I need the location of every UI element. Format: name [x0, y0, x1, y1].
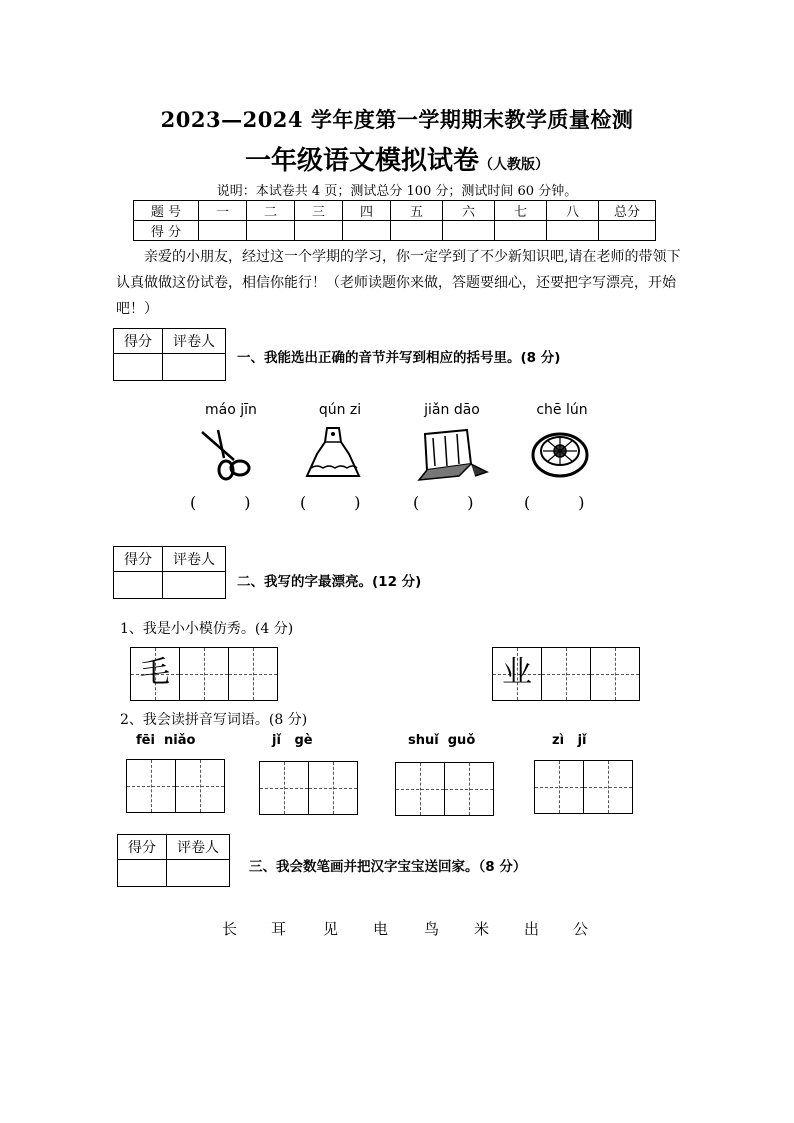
section3-title: 三、我会数笔画并把汉字宝宝送回家。（8 分）	[249, 859, 527, 875]
writing-grid[interactable]	[259, 761, 358, 815]
pinyin-word: fēi niǎo	[136, 733, 196, 748]
answer-parentheses[interactable]: ( )	[524, 493, 585, 512]
pinyin-label: chē lún	[536, 402, 588, 418]
score-cell[interactable]	[547, 221, 599, 241]
grader-reviewer-label: 评卷人	[163, 547, 226, 572]
writing-grid[interactable]	[126, 759, 225, 813]
grader-reviewer-cell[interactable]	[163, 572, 226, 599]
grader-score-cell[interactable]	[118, 860, 167, 887]
exam-title: 2023—2024 学年度第一学期期末教学质量检测	[160, 107, 634, 132]
grader-reviewer-cell[interactable]	[163, 354, 226, 381]
grader-box	[113, 546, 226, 599]
stroke-character: 出	[524, 920, 540, 938]
score-cell[interactable]	[443, 221, 495, 241]
model-character: 业	[502, 655, 532, 690]
question-2-1: 1、我是小小模仿秀。(4 分)	[120, 621, 294, 637]
stroke-character: 长	[222, 920, 238, 938]
score-header-cell: 七	[495, 201, 547, 221]
score-row-label: 得 分	[134, 221, 199, 241]
section1-title: 一、我能选出正确的音节并写到相应的括号里。(8 分)	[237, 350, 561, 366]
stroke-character: 耳	[271, 920, 287, 938]
writing-grid[interactable]	[130, 647, 278, 701]
grader-reviewer-cell[interactable]	[167, 860, 230, 887]
stroke-character: 电	[373, 920, 389, 938]
grader-box	[117, 834, 230, 887]
score-cell[interactable]	[247, 221, 295, 241]
score-header-cell: 一	[199, 201, 247, 221]
score-cell[interactable]	[343, 221, 391, 241]
score-cell[interactable]	[391, 221, 443, 241]
stroke-character: 米	[474, 920, 490, 938]
score-header-cell: 六	[443, 201, 495, 221]
answer-parentheses[interactable]: ( )	[413, 493, 474, 512]
score-header-cell: 题 号	[134, 201, 199, 221]
wheel-icon	[529, 424, 591, 482]
score-cell[interactable]	[599, 221, 656, 241]
grader-reviewer-label: 评卷人	[163, 329, 226, 354]
score-header-cell: 二	[247, 201, 295, 221]
score-cell[interactable]	[199, 221, 247, 241]
pinyin-word: zì jǐ	[552, 733, 587, 748]
grader-box	[113, 328, 226, 381]
exam-note: 说明：本试卷共 4 页；测试总分 100 分；测试时间 60 分钟。	[216, 184, 578, 199]
grader-score-cell[interactable]	[114, 572, 163, 599]
stroke-character: 见	[323, 920, 339, 938]
grader-reviewer-label: 评卷人	[167, 835, 230, 860]
model-character: 毛	[140, 655, 170, 690]
stroke-character: 公	[573, 920, 589, 938]
pinyin-label: qún zi	[318, 402, 362, 418]
edition-label: （人教版）	[479, 157, 549, 173]
question-2-2: 2、我会读拼音写词语。(8 分)	[120, 712, 308, 728]
intro-paragraph: 亲爱的小朋友，经过这一个学期的学习，你一定学到了不少新知识吧,请在老师的带领下认真做做这份试卷，相信你能行！（老师读题你来做，答题要细心，还要把字写漂亮，开始吧！）	[116, 249, 681, 317]
stroke-character: 鸟	[424, 920, 440, 938]
answer-parentheses[interactable]: ( )	[190, 493, 251, 512]
score-header-cell: 五	[391, 201, 443, 221]
section2-title: 二、我写的字最漂亮。(12 分)	[237, 574, 422, 590]
score-cell[interactable]	[495, 221, 547, 241]
score-header-cell: 八	[547, 201, 599, 221]
grader-score-label: 得分	[114, 329, 163, 354]
answer-parentheses[interactable]: ( )	[300, 493, 361, 512]
pinyin-word: jǐ gè	[272, 733, 313, 748]
writing-grid[interactable]	[492, 647, 640, 701]
pinyin-label: máo jīn	[205, 402, 257, 418]
score-header-cell: 总分	[599, 201, 656, 221]
grader-score-label: 得分	[114, 547, 163, 572]
pinyin-word: shuǐ guǒ	[408, 733, 476, 748]
exam-subtitle	[0, 140, 794, 177]
pinyin-label: jiǎn dāo	[424, 402, 480, 418]
writing-grid[interactable]	[534, 760, 633, 814]
dress-icon	[303, 424, 363, 484]
towel-icon	[415, 424, 491, 484]
grader-score-cell[interactable]	[114, 354, 163, 381]
subtitle-text: 一年级语文模拟试卷	[244, 146, 479, 176]
score-header-cell: 三	[295, 201, 343, 221]
score-cell[interactable]	[295, 221, 343, 241]
scissors-icon	[196, 426, 256, 484]
writing-grid[interactable]	[395, 762, 494, 816]
grader-score-label: 得分	[118, 835, 167, 860]
score-header-cell: 四	[343, 201, 391, 221]
score-table	[133, 200, 656, 241]
